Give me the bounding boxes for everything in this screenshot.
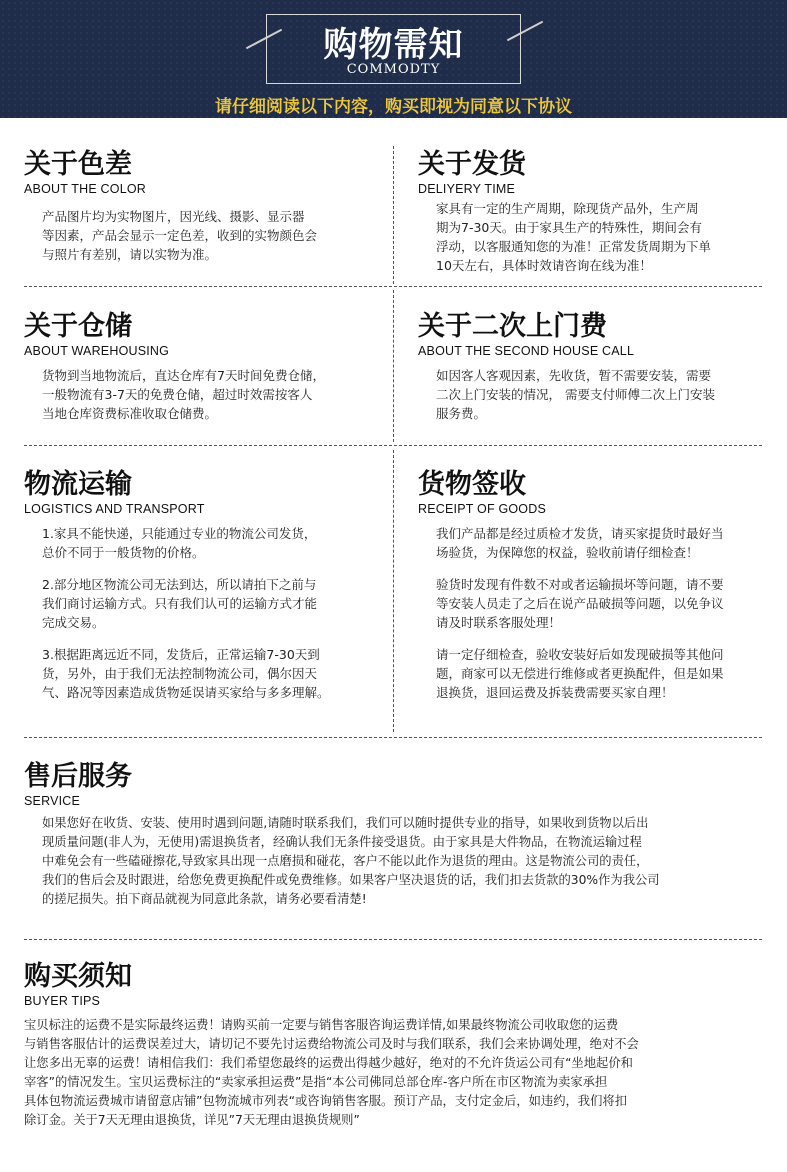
section-body bbox=[24, 207, 389, 264]
section-title: 关于二次上门费 bbox=[418, 311, 607, 342]
section-paragraph: 宝贝标注的运费不是实际最终运费！请购买前一定要与销售客服咨询运费详情,如果最终物流公司收取您的运费 与销售客服估计的运费误差过大，请切记不要先讨运费给物流公司及时与我们联系，我们会来协调处理，绝对不会 让您多出无辜的运费！请相信我们：我们希望您最终的运费出得越少越好，绝对的不允许货运公司有“坐地起价和 宰客”的情况发生。宝贝运费标注的“卖家承担运费”是指“本公司佛同总部仓库-客户所在市区物流为卖家承担 具体包物流运费城市请留意店铺”包物流城市列表“或咨询销售客服。预订产品，支付定金后，如违约，我们将扣 除订金。关于7天无理由退换货，详见”7天无理由退换货规则” bbox=[24, 1018, 639, 1127]
section-receipt bbox=[418, 470, 778, 702]
section-title: 货物签收 bbox=[418, 469, 526, 500]
section-paragraph: 家具有一定的生产周期，除现货产品外，生产周 期为7-30天。由于家具生产的特殊性，期间会有 浮动，以客服通知您的为准！正常发货周期为下单 10天左右，具体时效请咨询在线为准！ bbox=[436, 201, 712, 273]
section-body bbox=[418, 199, 778, 275]
section-body bbox=[24, 1016, 774, 1130]
section-paragraph: 产品图片均为实物图片，因光线、摄影、显示器 等因素，产品会显示一定色差，收到的实物颜色会 与照片有差别，请以实物为准。 bbox=[42, 209, 318, 262]
section-paragraph: 1.家具不能快递，只能通过专业的物流公司发货， 总价不同于一般货物的价格。 bbox=[42, 526, 317, 560]
section-paragraph: 如因客人客观因素，先收货，暂不需要安装，需要 二次上门安装的情况， 需要支付师傅二次上门安装 服务费。 bbox=[436, 368, 715, 421]
section-paragraph: 请一定仔细检查，验收安装好后如发现破损等其他问 题，商家可以无偿进行维修或者更换配件，但是如果 退换货，退回运费及拆装费需要买家自理！ bbox=[436, 647, 724, 700]
section-color bbox=[24, 150, 389, 264]
section-title: 关于发货 bbox=[418, 149, 526, 180]
section-title-en: SERVICE bbox=[24, 794, 81, 808]
section-logistics bbox=[24, 470, 394, 702]
divider bbox=[24, 286, 762, 287]
column-divider bbox=[393, 290, 394, 442]
section-body bbox=[418, 524, 778, 702]
section-paragraph: 我们产品都是经过质检才发货，请买家提货时最好当 场验货，为保障您的权益，验收前请仔细检查！ bbox=[436, 526, 724, 560]
section-title-en: BUYER TIPS bbox=[24, 994, 101, 1008]
section-body bbox=[24, 814, 769, 909]
section-body bbox=[24, 366, 394, 423]
divider bbox=[24, 939, 762, 940]
section-buyer-tips bbox=[24, 962, 774, 1130]
section-delivery bbox=[418, 150, 778, 275]
section-paragraph: 验货时发现有件数不对或者运输损坏等问题，请不要 等安装人员走了之后在说产品破损等问题，以免争议 请及时联系客服处理！ bbox=[436, 577, 724, 630]
divider bbox=[24, 737, 762, 738]
section-title: 关于色差 bbox=[24, 149, 132, 180]
section-body bbox=[418, 366, 778, 423]
section-title-en: ABOUT THE SECOND HOUSE CALL bbox=[418, 344, 635, 358]
section-title: 售后服务 bbox=[24, 761, 132, 792]
section-title-en: RECEIPT OF GOODS bbox=[418, 502, 546, 516]
column-divider bbox=[393, 450, 394, 732]
column-divider bbox=[393, 146, 394, 284]
section-title-en: LOGISTICS AND TRANSPORT bbox=[24, 502, 205, 516]
divider bbox=[24, 445, 762, 446]
section-paragraph: 3.根据距离远近不同，发货后，正常运输7-30天到 货，另外，由于我们无法控制物流公司，偶尔因天 气、路况等因素造成货物延误请买家给与多多理解。 bbox=[42, 647, 330, 700]
section-paragraph: 如果您好在收货、安装、使用时遇到问题,请随时联系我们，我们可以随时提供专业的指导，如果收到货物以后出 现质量问题(非人为，无使用)需退换货者，经确认我们无条件接受退货。由于家具是大件物品，在物流运输过程 中难免会有一些磕碰擦花,导致家具出现一点磨损和碰花，客户不能以此作为退货的理由。这是物流公司的责任， 我们的售后会及时跟进，给您免费更换配件或免费维修。如果客户坚决退货的话，我们扣去货款的30%作为我公司 的搓尼损失。拍下商品就视为同意此条款，请务必要看清楚! bbox=[42, 816, 660, 906]
section-second-call bbox=[418, 312, 778, 423]
header-banner bbox=[0, 0, 787, 118]
section-title: 购买须知 bbox=[24, 961, 132, 992]
section-service bbox=[24, 762, 769, 909]
section-title: 关于仓储 bbox=[24, 311, 132, 342]
section-warehouse bbox=[24, 312, 394, 423]
section-paragraph: 货物到当地物流后，直达仓库有7天时间免费仓储， 一般物流有3-7天的免费仓储，超过时效需按客人 当地仓库资费标准收取仓储费。 bbox=[42, 368, 325, 421]
page-title-en: COMMODTY bbox=[346, 62, 441, 77]
page-title: 购物需知 bbox=[323, 25, 464, 65]
page-subtitle: 请仔细阅读以下内容，购买即视为同意以下协议 bbox=[215, 97, 572, 117]
section-title-en: ABOUT WAREHOUSING bbox=[24, 344, 170, 358]
title-frame bbox=[266, 14, 521, 84]
section-title-en: DELIYERY TIME bbox=[418, 182, 516, 196]
section-paragraph: 2.部分地区物流公司无法到达，所以请拍下之前与 我们商讨运输方式。只有我们认可的运输方式才能 完成交易。 bbox=[42, 577, 318, 630]
section-title-en: ABOUT THE COLOR bbox=[24, 182, 147, 196]
section-body bbox=[24, 524, 394, 702]
section-title: 物流运输 bbox=[24, 469, 132, 500]
